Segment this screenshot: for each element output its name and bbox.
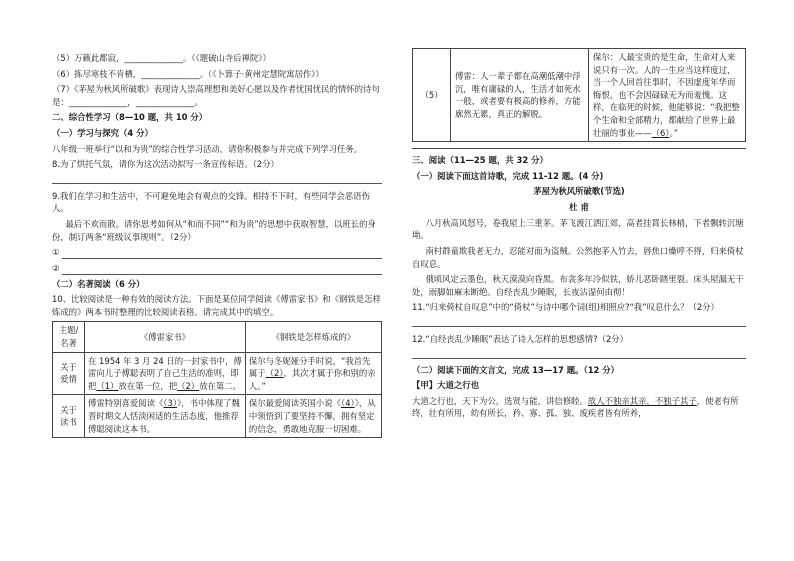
blank-6[interactable]: （6） — [651, 127, 670, 138]
answer-line-11[interactable] — [412, 317, 746, 327]
divider — [412, 148, 746, 149]
row-head-reading: 关于读书 — [53, 395, 85, 438]
circle-label-2: ② — [52, 262, 60, 273]
subsection-1-intro: 八年级一班举行“以和为贵”的综合性学习活动，请你积极参与并完成下列学习任务。 — [52, 143, 363, 154]
blank-3[interactable]: （3） — [163, 398, 178, 409]
cell-steel-love: 保尔与冬妮娅分手时说，“我首先属于（2），其次才属于你和别的亲人。” — [245, 352, 381, 395]
section-3-title: 三、阅读（11—25 题，共 32 分） — [412, 155, 548, 166]
question-5: （5）万籁此都寂，______________。（《题破山寺后禅院》） — [52, 53, 271, 63]
poem-paragraph-3: 俄顷风定云墨色，秋天漠漠向昏黑。布衾多年冷似铁，娇儿恶卧踏里裂。床头屋漏无干处，雨脚如麻未断绝。自经丧乱少睡眠，长夜沾湿何由彻！ — [412, 274, 744, 297]
answer-line-9-1[interactable] — [52, 246, 382, 259]
cell-fulei-reading: 傅雷特别喜爱阅读《（3）》，书中体现了魏晋时期文人恬淡闲适的生活态度，他推荐傅聪阅读这本书。 — [85, 395, 246, 438]
question-12: 12.“自经丧乱少睡眠”表达了诗人怎样的思想感情?（2分） — [412, 333, 629, 344]
table-header-fulei: 《傅雷家书》 — [85, 322, 246, 352]
section-2-title: 二、综合性学习（8—10 题，共 10 分） — [52, 112, 208, 123]
table-row — [53, 395, 382, 438]
answer-line-12[interactable] — [412, 349, 746, 359]
blank-1[interactable]: （1） — [96, 380, 119, 391]
cell-fulei-love: 在 1954 年 3 月 24 日的一封家书中，傅雷向儿子傅聪表明了自己生活的准则，即把（1）放在第一位，把（2）放在第二。 — [85, 352, 246, 395]
circle-label-1: ① — [52, 247, 60, 258]
passage-jia-text: 大道之行也，天下为公，选贤与能，讲信修睦。故人不独亲其亲，不独子其子，使老有所终，壮有所用，幼有所长，矜、寡、孤、独、废疾者皆有所养， — [412, 395, 739, 419]
table-header-steel: 《钢铁是怎样炼成的》 — [245, 322, 381, 352]
answer-line-9-2[interactable] — [52, 262, 382, 275]
question-10: 10、比较阅读是一种有效的阅读方法。下面是某位同学阅读《傅雷家书》和《钢铁是怎样炼成的》两本书时整理的比较阅读表格。请完成其中的填空。 — [52, 294, 381, 317]
question-9-continued: 最后不欢而散。请你思考如何从“和而不同”“和为贵”的思想中获取智慧，以班长的身份，制订两条“班级议事规则”。（2分） — [52, 219, 376, 242]
poem-task: （一）阅读下面这首诗歌，完成 11-12 题。(4 分) — [412, 170, 604, 181]
comparison-table — [52, 321, 382, 438]
poem-title: 茅屋为秋风所破歌(节选) — [533, 186, 625, 197]
underlined-sentence: 故人不独亲其亲，不独子其子 — [587, 395, 697, 406]
poem-author: 杜 甫 — [569, 202, 589, 213]
table-header-theme: 主题/名著 — [53, 322, 85, 352]
row-head-love: 关于爱情 — [53, 352, 85, 395]
poem-paragraph-1: 八月秋高风怒号，卷我屋上三重茅。茅飞渡江洒江郊，高者挂罥长林梢，下者飘转沉塘坳。 — [412, 217, 744, 241]
subsection-1-title: （一）学习与探究（4 分） — [52, 128, 153, 139]
question-8: 8.为了烘托气氛，请你为这次活动拟写一条宣传标语。（2分） — [52, 159, 279, 170]
question-9: 9.我们在学习和生活中，不可避免地会有观点的交锋。相持不下时，有些同学会恶语伤人。 — [52, 190, 370, 214]
blank-2a[interactable]: （2） — [177, 380, 200, 391]
classical-task: （二）阅读下面的文言文，完成 13—17 题。（12 分） — [412, 364, 620, 375]
quote-table — [412, 48, 746, 142]
cell-fulei-quote: 傅雷：人一辈子都在高潮低潮中浮沉，唯有庸碌的人，生活才如死水一般，或者要有极高的修养，方能廓然无累，真正的解脱。 — [451, 49, 589, 142]
cell-steel-reading: 保尔最爱阅读英国小说《（4）》，从中领悟到了要坚持不懈，拥有坚定的信念，勇敢地克服一切困难。 — [245, 395, 381, 438]
question-7: （7）《茅屋为秋风所破歌》表现诗人崇高理想和美好心愿以及作者忧国忧民的情怀的诗句是：______________，______________。 — [52, 84, 380, 107]
table-header-row — [53, 322, 382, 352]
subsection-2-title: （二）名著阅读（6 分） — [52, 278, 145, 289]
blank-4[interactable]: （4） — [341, 398, 355, 409]
poem-paragraph-2: 南村群童欺我老无力，忍能对面为盗贼。公然抱茅入竹去，唇焦口燥呼不得，归来倚杖自叹息。 — [412, 245, 744, 269]
table-row — [53, 352, 382, 395]
blank-2b[interactable]: （2） — [265, 368, 284, 379]
passage-jia-title: 【甲】大道之行也 — [412, 380, 479, 391]
answer-line-8[interactable] — [52, 174, 382, 184]
cell-paul-quote: 保尔：人最宝贵的是生命，生命对人来说只有一次。人的一生应当这样度过，当一个人回首往事时，不因虚度年华而悔恨，也不会因碌碌无为而羞愧。这样，在临死的时候，他能够说：“我把整个生命和全部精力，都献给了世界上最壮丽的事业——（6）。” — [589, 49, 746, 142]
left-column — [52, 52, 382, 438]
question-11: 11.“归来倚杖自叹息”中的“倚杖”与诗中哪个词(组)相照应?“我”叹息什么？（2分） — [412, 302, 719, 313]
right-column — [412, 48, 746, 423]
row-number: （5） — [413, 49, 451, 142]
table-row — [413, 49, 746, 142]
question-6: （6）拣尽寒枝不肯栖，______________。（《卜算子·黄州定慧院寓居作》） — [52, 68, 324, 79]
